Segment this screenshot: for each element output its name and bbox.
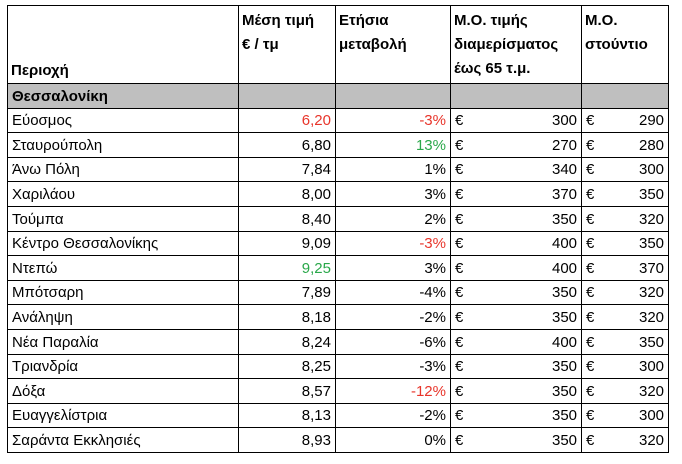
studio-currency-cell[interactable]: € [582, 256, 595, 281]
price-cell[interactable]: 8,13 [239, 403, 336, 428]
apartment-price-cell[interactable]: 340 [464, 157, 582, 182]
header-apartment-line2: διαμερίσματος [454, 36, 559, 53]
apartment-price-cell[interactable]: 350 [464, 403, 582, 428]
area-cell[interactable]: Ντεπώ [8, 256, 239, 281]
apartment-price-cell[interactable]: 270 [464, 133, 582, 158]
studio-price-cell[interactable]: 350 [595, 329, 669, 354]
table-row [8, 428, 669, 453]
change-cell[interactable]: -4% [336, 280, 451, 305]
studio-price-cell[interactable]: 320 [595, 379, 669, 404]
header-area[interactable] [8, 6, 239, 84]
price-cell[interactable]: 8,57 [239, 379, 336, 404]
region-row [8, 84, 669, 109]
table-row [8, 182, 669, 207]
apartment-price-cell[interactable]: 400 [464, 329, 582, 354]
apartment-price-cell[interactable]: 350 [464, 305, 582, 330]
area-cell[interactable]: Δόξα [8, 379, 239, 404]
studio-currency-cell[interactable]: € [582, 157, 595, 182]
studio-currency-cell[interactable]: € [582, 329, 595, 354]
apartment-currency-cell[interactable]: € [451, 305, 464, 330]
table-row [8, 108, 669, 133]
apartment-currency-cell[interactable]: € [451, 182, 464, 207]
apartment-price-cell[interactable]: 370 [464, 182, 582, 207]
studio-currency-cell[interactable]: € [582, 108, 595, 133]
header-change-line1: Ετήσια [339, 12, 389, 29]
studio-currency-cell[interactable]: € [582, 403, 595, 428]
studio-price-cell[interactable]: 320 [595, 428, 669, 453]
table-row [8, 379, 669, 404]
apartment-price-cell[interactable]: 350 [464, 428, 582, 453]
area-cell[interactable]: Άνω Πόλη [8, 157, 239, 182]
header-studio-line2: στούντιο [585, 36, 648, 53]
area-cell[interactable]: Σταυρούπολη [8, 133, 239, 158]
table-row [8, 231, 669, 256]
region-name-cell[interactable]: Θεσσαλονίκη [8, 84, 239, 109]
area-cell[interactable]: Χαριλάου [8, 182, 239, 207]
apartment-price-cell[interactable]: 350 [464, 280, 582, 305]
price-cell[interactable]: 8,93 [239, 428, 336, 453]
header-price-line1: Μέση τιμή [242, 12, 315, 29]
region-empty-cell[interactable] [336, 84, 451, 109]
price-cell[interactable]: 9,09 [239, 231, 336, 256]
table-row [8, 280, 669, 305]
apartment-currency-cell[interactable]: € [451, 206, 464, 231]
price-cell[interactable]: 8,18 [239, 305, 336, 330]
area-cell[interactable]: Τούμπα [8, 206, 239, 231]
change-cell[interactable]: 1% [336, 157, 451, 182]
table-row [8, 256, 669, 281]
studio-currency-cell[interactable]: € [582, 182, 595, 207]
header-row [8, 6, 669, 84]
studio-price-cell[interactable]: 280 [595, 133, 669, 158]
price-cell[interactable]: 8,24 [239, 329, 336, 354]
studio-currency-cell[interactable]: € [582, 231, 595, 256]
area-cell[interactable]: Μπότσαρη [8, 280, 239, 305]
header-apartment-line3: έως 65 τ.μ. [454, 60, 531, 77]
apartment-currency-cell[interactable]: € [451, 256, 464, 281]
change-cell[interactable]: 13% [336, 133, 451, 158]
area-cell[interactable]: Σαράντα Εκκλησιές [8, 428, 239, 453]
change-cell[interactable]: -12% [336, 379, 451, 404]
change-cell[interactable]: -3% [336, 354, 451, 379]
price-cell[interactable]: 7,89 [239, 280, 336, 305]
area-cell[interactable]: Τριανδρία [8, 354, 239, 379]
region-empty-cell[interactable] [239, 84, 336, 109]
price-cell[interactable]: 6,80 [239, 133, 336, 158]
change-cell[interactable]: -2% [336, 305, 451, 330]
studio-currency-cell[interactable]: € [582, 379, 595, 404]
studio-price-cell[interactable]: 300 [595, 354, 669, 379]
area-cell[interactable]: Εύοσμος [8, 108, 239, 133]
table-row [8, 354, 669, 379]
apartment-currency-cell[interactable]: € [451, 280, 464, 305]
header-apartment[interactable] [451, 6, 582, 84]
region-empty-cell[interactable] [451, 84, 582, 109]
studio-currency-cell[interactable]: € [582, 428, 595, 453]
area-cell[interactable]: Κέντρο Θεσσαλονίκης [8, 231, 239, 256]
region-empty-cell[interactable] [582, 84, 669, 109]
header-change-line2: μεταβολή [339, 36, 407, 53]
studio-price-cell[interactable]: 350 [595, 182, 669, 207]
header-area-label: Περιοχή [11, 62, 69, 79]
apartment-price-cell[interactable]: 350 [464, 379, 582, 404]
studio-price-cell[interactable]: 290 [595, 108, 669, 133]
change-cell[interactable]: -2% [336, 403, 451, 428]
studio-price-cell[interactable]: 320 [595, 305, 669, 330]
price-cell[interactable]: 8,25 [239, 354, 336, 379]
studio-price-cell[interactable]: 320 [595, 280, 669, 305]
apartment-currency-cell[interactable]: € [451, 379, 464, 404]
studio-currency-cell[interactable]: € [582, 305, 595, 330]
apartment-currency-cell[interactable]: € [451, 108, 464, 133]
change-cell[interactable]: -6% [336, 329, 451, 354]
price-cell[interactable]: 8,40 [239, 206, 336, 231]
studio-currency-cell[interactable]: € [582, 354, 595, 379]
studio-price-cell[interactable]: 300 [595, 157, 669, 182]
area-cell[interactable]: Ευαγγελίστρια [8, 403, 239, 428]
table-row [8, 133, 669, 158]
table-row [8, 206, 669, 231]
apartment-price-cell[interactable]: 350 [464, 354, 582, 379]
apartment-currency-cell[interactable]: € [451, 329, 464, 354]
studio-currency-cell[interactable]: € [582, 206, 595, 231]
apartment-price-cell[interactable]: 350 [464, 206, 582, 231]
apartment-currency-cell[interactable]: € [451, 354, 464, 379]
apartment-price-cell[interactable]: 400 [464, 231, 582, 256]
header-apartment-line1: Μ.Ο. τιμής [454, 12, 528, 29]
table-row [8, 157, 669, 182]
apartment-currency-cell[interactable]: € [451, 428, 464, 453]
price-cell[interactable]: 9,25 [239, 256, 336, 281]
spreadsheet [7, 5, 669, 453]
apartment-currency-cell[interactable]: € [451, 157, 464, 182]
table-row [8, 403, 669, 428]
apartment-price-cell[interactable]: 400 [464, 256, 582, 281]
price-table [7, 5, 669, 453]
studio-price-cell[interactable]: 320 [595, 206, 669, 231]
apartment-currency-cell[interactable]: € [451, 231, 464, 256]
change-cell[interactable]: -3% [336, 231, 451, 256]
change-cell[interactable]: 3% [336, 182, 451, 207]
change-cell[interactable]: 0% [336, 428, 451, 453]
change-cell[interactable]: 2% [336, 206, 451, 231]
apartment-currency-cell[interactable]: € [451, 133, 464, 158]
header-studio[interactable] [582, 6, 669, 84]
price-cell[interactable]: 8,00 [239, 182, 336, 207]
studio-price-cell[interactable]: 350 [595, 231, 669, 256]
area-cell[interactable]: Νέα Παραλία [8, 329, 239, 354]
area-cell[interactable]: Ανάληψη [8, 305, 239, 330]
header-price[interactable] [239, 6, 336, 84]
table-row [8, 329, 669, 354]
studio-currency-cell[interactable]: € [582, 280, 595, 305]
studio-price-cell[interactable]: 300 [595, 403, 669, 428]
header-change[interactable] [336, 6, 451, 84]
studio-price-cell[interactable]: 370 [595, 256, 669, 281]
change-cell[interactable]: 3% [336, 256, 451, 281]
table-row [8, 305, 669, 330]
apartment-price-cell[interactable]: 300 [464, 108, 582, 133]
apartment-currency-cell[interactable]: € [451, 403, 464, 428]
price-cell[interactable]: 6,20 [239, 108, 336, 133]
studio-currency-cell[interactable]: € [582, 133, 595, 158]
price-cell[interactable]: 7,84 [239, 157, 336, 182]
change-cell[interactable]: -3% [336, 108, 451, 133]
header-price-line2: € / τμ [242, 36, 279, 53]
header-studio-line1: Μ.Ο. [585, 12, 618, 29]
